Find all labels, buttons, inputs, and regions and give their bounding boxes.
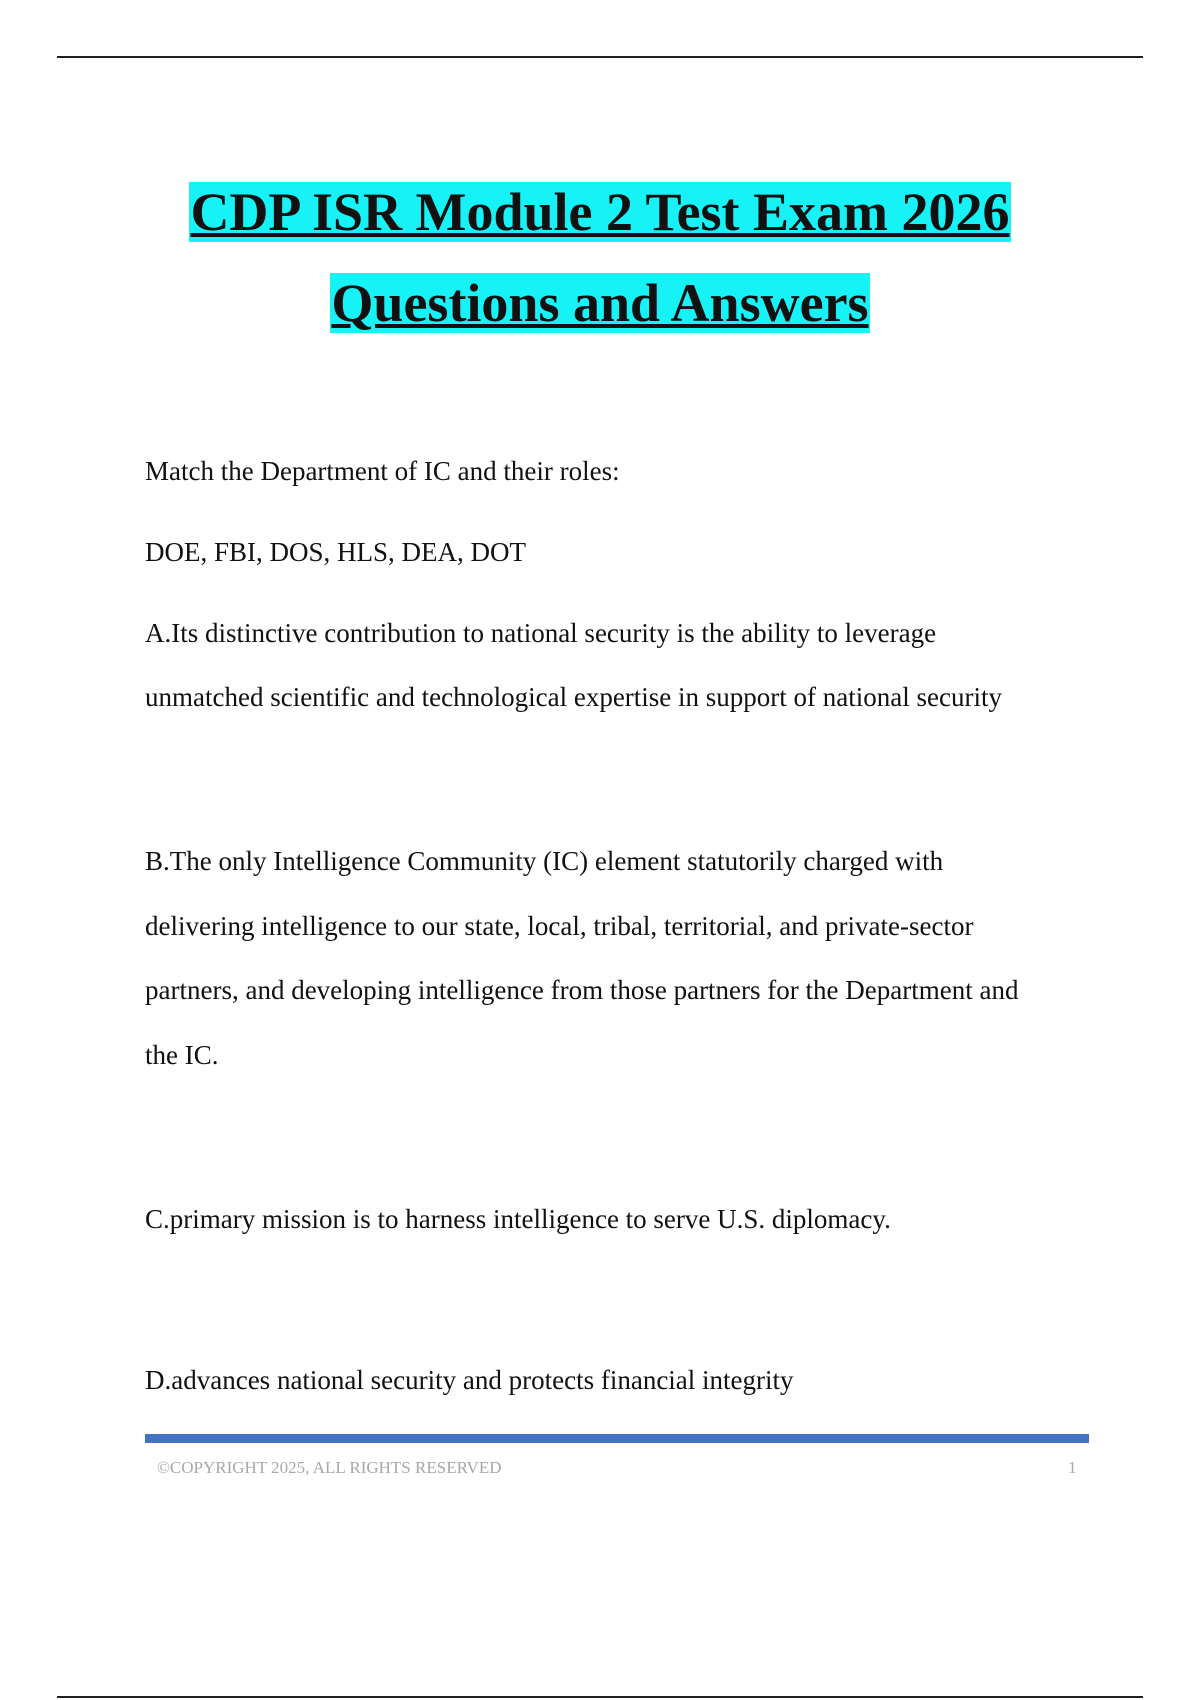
document-title-line-2 <box>0 273 1200 333</box>
option-d: D.advances national security and protects financial integrity <box>145 1365 794 1395</box>
footer-page-number: 1 <box>1068 1458 1077 1477</box>
top-rule <box>57 56 1143 58</box>
option-b-line-2: delivering intelligence to our state, local, tribal, territorial, and private-sector <box>145 911 974 941</box>
option-a-line-2: unmatched scientific and technological expertise in support of national security <box>145 682 1002 712</box>
option-b-line-4: the IC. <box>145 1040 219 1070</box>
question-prompt: Match the Department of IC and their roles: <box>145 456 620 486</box>
footer-divider-bar <box>145 1434 1089 1443</box>
option-b-line-3: partners, and developing intelligence from those partners for the Department and <box>145 975 1019 1005</box>
title-line-2-text: Questions and Answers <box>331 273 869 333</box>
title-line-1-text: CDP ISR Module 2 Test Exam 2026 <box>190 182 1010 242</box>
option-a-line-1: A.Its distinctive contribution to national security is the ability to leverage <box>145 618 937 648</box>
document-title-line-1 <box>0 182 1200 242</box>
departments-list: DOE, FBI, DOS, HLS, DEA, DOT <box>145 537 527 567</box>
bottom-rule <box>57 1696 1143 1698</box>
option-b-line-1: B.The only Intelligence Community (IC) element statutorily charged with <box>145 846 944 876</box>
option-c: C.primary mission is to harness intelligence to serve U.S. diplomacy. <box>145 1204 891 1234</box>
footer-copyright: ©COPYRIGHT 2025, ALL RIGHTS RESERVED <box>157 1458 502 1477</box>
